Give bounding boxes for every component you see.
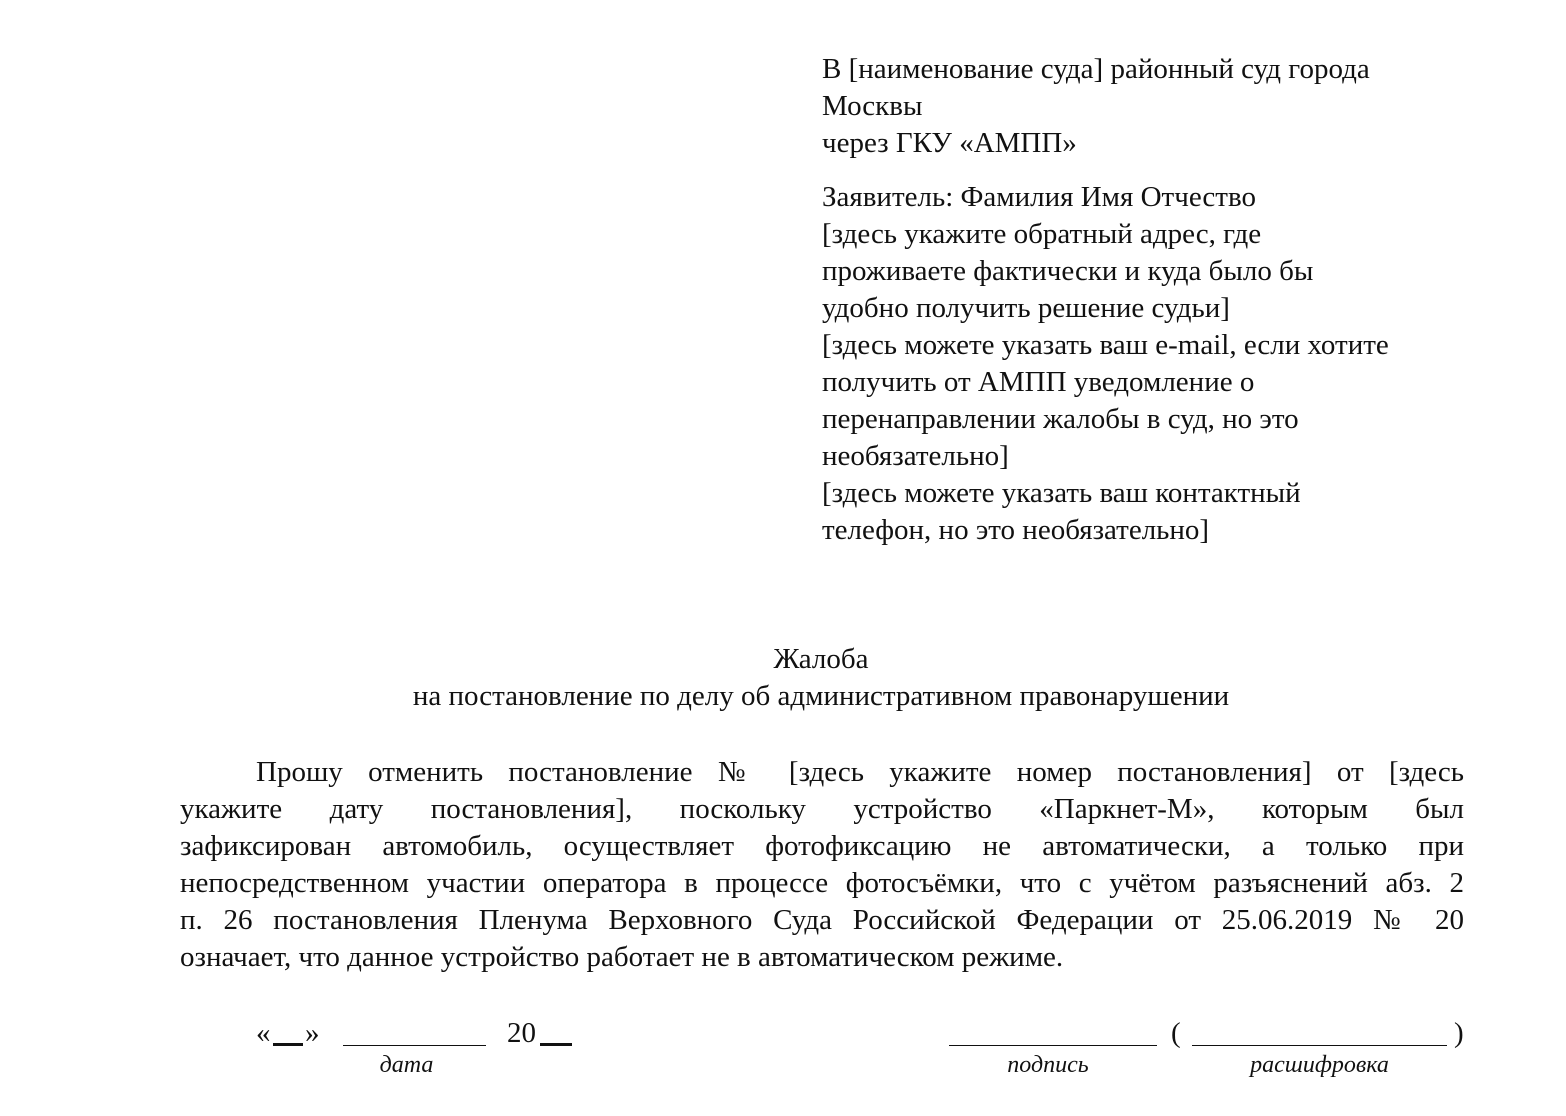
year-prefix: 20: [507, 1017, 536, 1049]
body-line: означает, что данное устройство работает не в автоматическом режиме.: [180, 941, 1064, 973]
year-blank: [540, 1043, 572, 1046]
signature-blank: [949, 1045, 1157, 1046]
applicant-line: [здесь можете указать ваш e-mail, если хотите: [822, 329, 1389, 361]
date-caption: дата: [379, 1052, 434, 1078]
body-line: укажите дату постановления], поскольку устройство «Паркнет-М», которым был: [180, 793, 1464, 825]
addressee-line: через ГКУ «АМПП»: [822, 127, 1077, 159]
header-block: [822, 51, 1472, 549]
applicant-line: необязательно]: [822, 440, 1009, 472]
addressee-line: В [наименование суда] районный суд города: [822, 53, 1370, 85]
paren-open: (: [1171, 1017, 1181, 1049]
addressee: [822, 51, 1472, 162]
date-quote-open: «: [256, 1017, 271, 1049]
month-blank: [343, 1045, 486, 1046]
date-quote-close: »: [305, 1017, 320, 1049]
applicant-line: проживаете фактически и куда было бы: [822, 255, 1314, 287]
applicant-line: телефон, но это необязательно]: [822, 514, 1210, 546]
applicant-line: [здесь укажите обратный адрес, где: [822, 218, 1262, 250]
body-line: непосредственном участии оператора в процессе фотосъёмки, что с учётом разъяснений абз. 2: [180, 867, 1464, 899]
body-line: Прошу отменить постановление № [здесь укажите номер постановления] от [здесь: [256, 756, 1464, 788]
addressee-line: Москвы: [822, 90, 923, 122]
applicant: [822, 179, 1472, 549]
title-heading: Жалоба: [773, 643, 869, 675]
day-blank: [273, 1043, 303, 1046]
body-line: зафиксирован автомобиль, осуществляет фотофиксацию не автоматически, а только при: [180, 830, 1464, 862]
applicant-line: Заявитель: Фамилия Имя Отчество: [822, 181, 1256, 213]
applicant-line: [здесь можете указать ваш контактный: [822, 477, 1301, 509]
paren-close: ): [1454, 1017, 1464, 1049]
applicant-line: получить от АМПП уведомление о: [822, 366, 1255, 398]
document-title: [0, 641, 1566, 715]
applicant-line: перенаправлении жалобы в суд, но это: [822, 403, 1299, 435]
decoding-blank: [1192, 1045, 1447, 1046]
applicant-line: удобно получить решение судьи]: [822, 292, 1230, 324]
title-subheading: на постановление по делу об административном правонарушении: [412, 680, 1230, 712]
signature-caption: подпись: [1007, 1052, 1089, 1078]
decoding-caption: расшифровка: [1250, 1052, 1389, 1078]
body-line: п. 26 постановления Пленума Верховного Суда Российской Федерации от 25.06.2019 № 20: [180, 904, 1464, 936]
complaint-body: [180, 754, 1464, 976]
